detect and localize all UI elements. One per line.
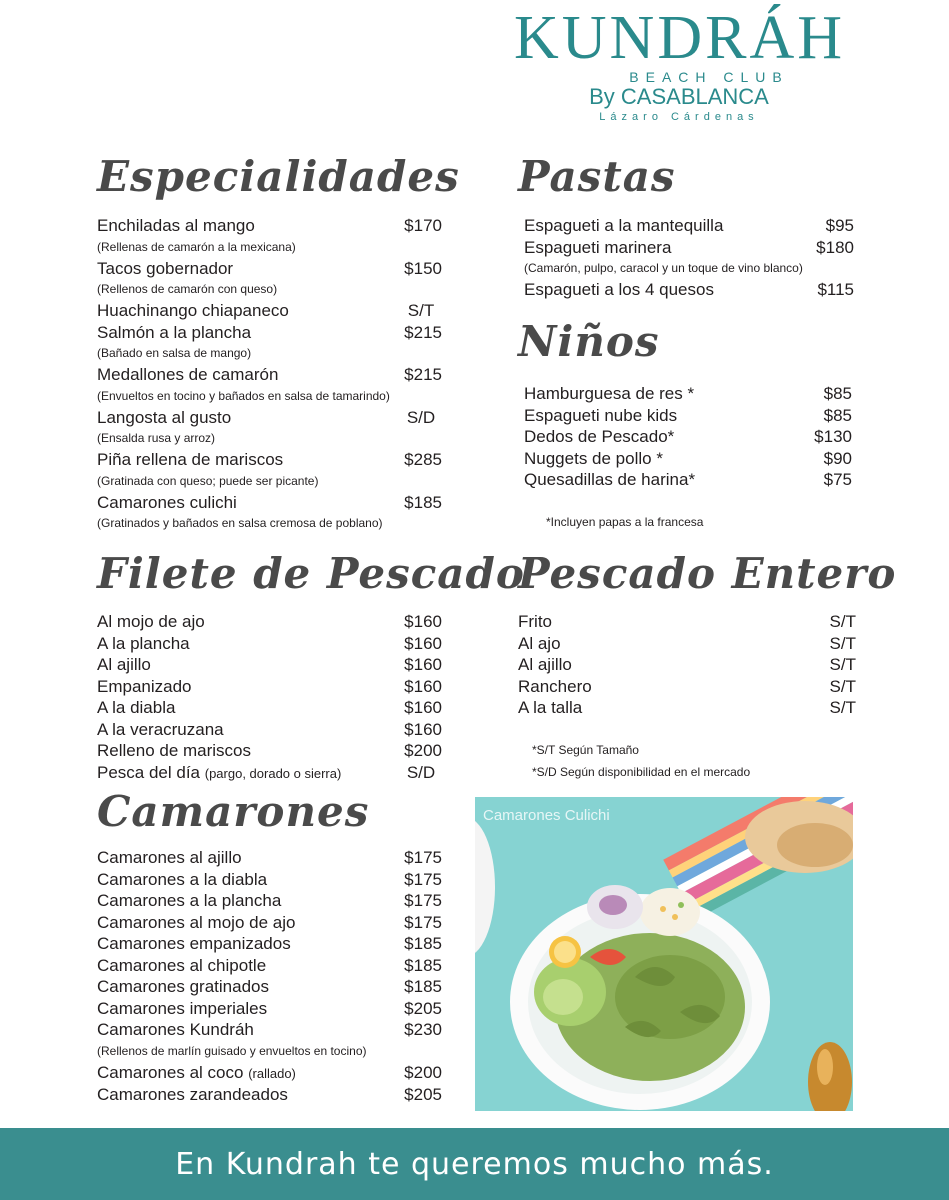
menu-item: [97, 1019, 442, 1041]
menu-item-name: [97, 258, 233, 280]
menu-item-name: [97, 1084, 288, 1106]
menu-item: [97, 258, 442, 280]
menu-item-extra: (pargo, dorado o sierra): [204, 765, 342, 781]
menu-item: [97, 215, 442, 237]
menu-item-name: [524, 215, 723, 237]
menu-item-name: [518, 697, 582, 719]
menu-item-name: [97, 215, 255, 237]
menu-item-name: [97, 976, 269, 998]
menu-item: [97, 449, 442, 471]
menu-item-description: (Ensalda rusa y arroz): [97, 431, 216, 445]
menu-item-name-text: Empanizado: [97, 676, 192, 696]
menu-item: [97, 1062, 442, 1085]
menu-item-name-text: A la plancha: [97, 633, 190, 653]
menu-item-name-text: Ranchero: [518, 676, 592, 696]
menu-item: [97, 890, 442, 912]
menu-list-camarones: [97, 847, 442, 1106]
menu-item-name: [518, 611, 552, 633]
menu-item: [97, 847, 442, 869]
menu-item-price: $205: [404, 1085, 442, 1104]
menu-item-name-text: Camarones al mojo de ajo: [97, 912, 296, 932]
menu-item: [524, 469, 852, 491]
menu-item: [97, 697, 442, 719]
menu-item: [524, 237, 854, 259]
menu-item-price: S/T: [829, 698, 856, 717]
footer-banner: [0, 1128, 949, 1200]
menu-item-price: $150: [404, 258, 442, 278]
menu-item-name-text: Espagueti nube kids: [524, 405, 678, 425]
menu-item-name: [97, 300, 289, 322]
menu-item: [97, 976, 442, 998]
menu-item-name-text: Nuggets de pollo *: [524, 448, 663, 468]
menu-item-name-text: Al ajillo: [97, 655, 151, 674]
food-photo-illustration: [475, 797, 853, 1111]
menu-item-price: S/T: [829, 676, 856, 696]
menu-item-name-text: Camarones empanizados: [97, 934, 291, 953]
menu-item-price: $160: [404, 676, 442, 696]
menu-item: [524, 279, 854, 301]
menu-item-name: [97, 912, 295, 934]
menu-item-name-text: Quesadillas de harina*: [524, 470, 696, 489]
menu-list-especialidades: [97, 215, 442, 534]
menu-item-name: [97, 1019, 254, 1041]
menu-item-name: [524, 469, 695, 491]
menu-item-price: S/T: [407, 301, 435, 320]
menu-item: [97, 869, 442, 891]
brand-logo: [514, 2, 844, 137]
menu-item-name-text: Langosta al gusto: [97, 407, 232, 427]
menu-item-name: [97, 407, 231, 429]
menu-item-name: [97, 633, 190, 655]
menu-item-price: $175: [404, 912, 442, 932]
menu-item-description: (Rellenas de camarón a la mexicana): [97, 239, 296, 254]
section-title-camarones: Camarones: [97, 787, 370, 836]
menu-item: [97, 912, 442, 934]
menu-item-name-text: A la diabla: [97, 698, 176, 717]
section-title-especialidades: Especialidades: [97, 152, 460, 201]
menu-item-price: $285: [404, 450, 442, 469]
menu-item-price: $230: [404, 1020, 442, 1039]
menu-item-name: [524, 405, 677, 427]
menu-item-name-text: A la talla: [518, 698, 583, 717]
menu-item-name-text: Pesca del día: [97, 762, 201, 782]
menu-item-price: $180: [816, 237, 854, 257]
menu-item: [518, 697, 856, 719]
menu-item-price: $85: [823, 405, 852, 425]
food-photo-caption: Camarones Culichi: [483, 807, 610, 824]
menu-item-name: [97, 697, 175, 719]
menu-item: [524, 383, 852, 405]
menu-item-price: S/T: [829, 633, 856, 653]
menu-item-name-text: Frito: [518, 612, 552, 631]
menu-item-description: (Rellenos de marlín guisado y envueltos en tocino): [97, 1043, 367, 1058]
menu-item-name: [97, 492, 237, 514]
menu-item: [97, 998, 442, 1020]
logo-city: Lázaro Cárdenas: [599, 111, 759, 123]
menu-list-ninos: [524, 383, 852, 491]
menu-item: [518, 633, 856, 655]
menu-item-name-text: Espagueti a la mantequilla: [524, 216, 724, 235]
menu-item-description: (Gratinada con queso; puede ser picante): [97, 473, 319, 488]
menu-item-extra: (rallado): [248, 1065, 296, 1081]
menu-item-price: $160: [404, 719, 442, 739]
menu-item-name-text: Camarones al ajillo: [97, 848, 242, 867]
logo-by-line: By CASABLANCA: [589, 84, 769, 109]
menu-item-name-text: Camarones culichi: [97, 492, 237, 512]
menu-item-name: [97, 998, 267, 1020]
menu-item-name: [97, 449, 283, 471]
menu-item-price: $160: [404, 698, 442, 717]
menu-item: [97, 1084, 442, 1106]
menu-item-name: [97, 740, 251, 762]
menu-item-price: $205: [404, 998, 442, 1018]
menu-item-price: $75: [823, 470, 852, 489]
menu-item: [97, 740, 442, 762]
menu-item: [524, 405, 852, 427]
menu-list-entero: [518, 611, 856, 719]
menu-item-name: [524, 426, 674, 448]
menu-list-filete: [97, 611, 442, 784]
menu-item-name-text: Al ajo: [518, 633, 561, 653]
menu-item-price: $185: [404, 492, 442, 512]
menu-item-name: [518, 654, 572, 676]
menu-item-price: $185: [404, 955, 442, 975]
menu-item-price: $130: [814, 427, 852, 446]
menu-item-name: [97, 762, 341, 785]
menu-item-name-text: Camarones Kundráh: [97, 1020, 254, 1039]
ninos-note: *Incluyen papas a la francesa: [546, 515, 704, 529]
menu-item-name-text: Espagueti a los 4 quesos: [524, 280, 714, 299]
menu-item-name-text: Dedos de Pescado*: [524, 427, 675, 446]
menu-item-name: [524, 383, 694, 405]
section-title-pastas: Pastas: [518, 152, 676, 201]
menu-item-name-text: Camarones al coco: [97, 1062, 244, 1082]
logo-wordmark: KUNDRÁH: [514, 4, 845, 72]
menu-item-name: [524, 448, 663, 470]
menu-item-name: [97, 676, 192, 698]
menu-item-price: $215: [404, 365, 442, 384]
menu-item-price: $175: [404, 848, 442, 867]
menu-item-name-text: Espagueti marinera: [524, 237, 672, 257]
menu-item-name: [97, 869, 267, 891]
menu-item-name-text: Al ajillo: [518, 655, 572, 674]
menu-item-price: $185: [404, 934, 442, 953]
menu-item: [97, 300, 442, 322]
entero-note-sd: *S/D Según disponibilidad en el mercado: [532, 765, 751, 779]
menu-item-price: $170: [404, 216, 442, 235]
menu-item: [97, 492, 442, 514]
menu-item-name-text: Camarones a la diabla: [97, 869, 268, 889]
menu-item-name-text: Hamburguesa de res *: [524, 384, 695, 403]
menu-item-name-text: Medallones de camarón: [97, 365, 279, 384]
menu-item: [97, 676, 442, 698]
menu-item: [97, 719, 442, 741]
menu-item-price: S/T: [829, 655, 856, 674]
entero-note-st: *S/T Según Tamaño: [532, 743, 639, 757]
menu-item-price: $115: [817, 280, 854, 299]
menu-item: [97, 654, 442, 676]
menu-item-price: $185: [404, 977, 442, 996]
menu-item: [524, 426, 852, 448]
menu-item-price: S/D: [406, 762, 436, 782]
menu-item-price: $160: [404, 633, 442, 653]
menu-item: [518, 654, 856, 676]
menu-item-price: S/D: [406, 407, 436, 427]
menu-item-description: (Camarón, pulpo, caracol y un toque de vino blanco): [524, 261, 803, 275]
menu-item-name-text: A la veracruzana: [97, 719, 224, 739]
menu-item: [518, 611, 856, 633]
menu-item: [97, 322, 442, 344]
menu-item-name-text: Relleno de mariscos: [97, 741, 252, 760]
menu-item-price: $90: [823, 448, 852, 468]
menu-item-name: [97, 933, 291, 955]
menu-item: [524, 215, 854, 237]
menu-item-description: (Bañado en salsa de mango): [97, 346, 252, 360]
section-title-ninos: Niños: [518, 317, 660, 366]
menu-item: [518, 676, 856, 698]
menu-list-pastas: [524, 215, 854, 301]
menu-item-description: (Gratinados y bañados en salsa cremosa de poblano): [97, 516, 383, 530]
menu-item-price: $95: [825, 216, 854, 235]
menu-item: [97, 407, 442, 429]
menu-item-name-text: Camarones a la plancha: [97, 891, 282, 910]
menu-item-price: $160: [404, 655, 442, 674]
menu-item-name-text: Piña rellena de mariscos: [97, 450, 284, 469]
menu-item-name-text: Camarones zarandeados: [97, 1085, 288, 1104]
menu-item-name: [97, 1062, 296, 1085]
menu-item-description: (Envueltos en tocino y bañados en salsa de tamarindo): [97, 388, 390, 403]
menu-item-name: [518, 676, 592, 698]
menu-item-name: [97, 847, 242, 869]
menu-item-price: $85: [823, 384, 852, 403]
menu-item-name: [524, 279, 714, 301]
menu-item: [97, 633, 442, 655]
menu-item-price: $200: [404, 741, 442, 760]
menu-item-name: [97, 322, 251, 344]
menu-item-price: $200: [404, 1062, 442, 1082]
footer-slogan: En Kundrah te queremos mucho más.: [175, 1146, 774, 1182]
menu-item-name-text: Camarones al chipotle: [97, 955, 267, 975]
menu-item-name: [97, 955, 266, 977]
menu-item-name: [518, 633, 561, 655]
menu-item-name: [97, 654, 151, 676]
menu-item-price: $175: [404, 891, 442, 910]
food-photo: [475, 797, 853, 1111]
menu-item-description: (Rellenos de camarón con queso): [97, 282, 278, 296]
menu-item-name: [97, 719, 224, 741]
menu-item-name: [97, 364, 278, 386]
menu-item-name: [97, 890, 281, 912]
menu-item-price: $215: [404, 322, 442, 342]
menu-item-price: $160: [404, 612, 442, 631]
menu-item-name-text: Al mojo de ajo: [97, 612, 205, 631]
menu-item-name-text: Enchiladas al mango: [97, 216, 255, 235]
menu-item: [97, 762, 442, 785]
menu-item-name-text: Camarones gratinados: [97, 977, 269, 996]
menu-item-name-text: Huachinango chiapaneco: [97, 301, 289, 320]
menu-item-name: [97, 611, 205, 633]
menu-item-name: [524, 237, 671, 259]
menu-item-price: $175: [404, 869, 442, 889]
menu-item-name-text: Salmón a la plancha: [97, 322, 252, 342]
menu-item: [97, 611, 442, 633]
menu-item-name-text: Camarones imperiales: [97, 998, 268, 1018]
section-title-entero: Pescado Entero: [518, 549, 897, 598]
menu-item: [97, 933, 442, 955]
menu-item-name-text: Tacos gobernador: [97, 258, 234, 278]
menu-item-price: S/T: [829, 612, 856, 631]
section-title-filete: Filete de Pescado: [97, 549, 525, 598]
menu-item: [97, 364, 442, 386]
logo-subtitle: BEACH CLUB: [629, 69, 789, 85]
menu-item: [524, 448, 852, 470]
menu-item: [97, 955, 442, 977]
